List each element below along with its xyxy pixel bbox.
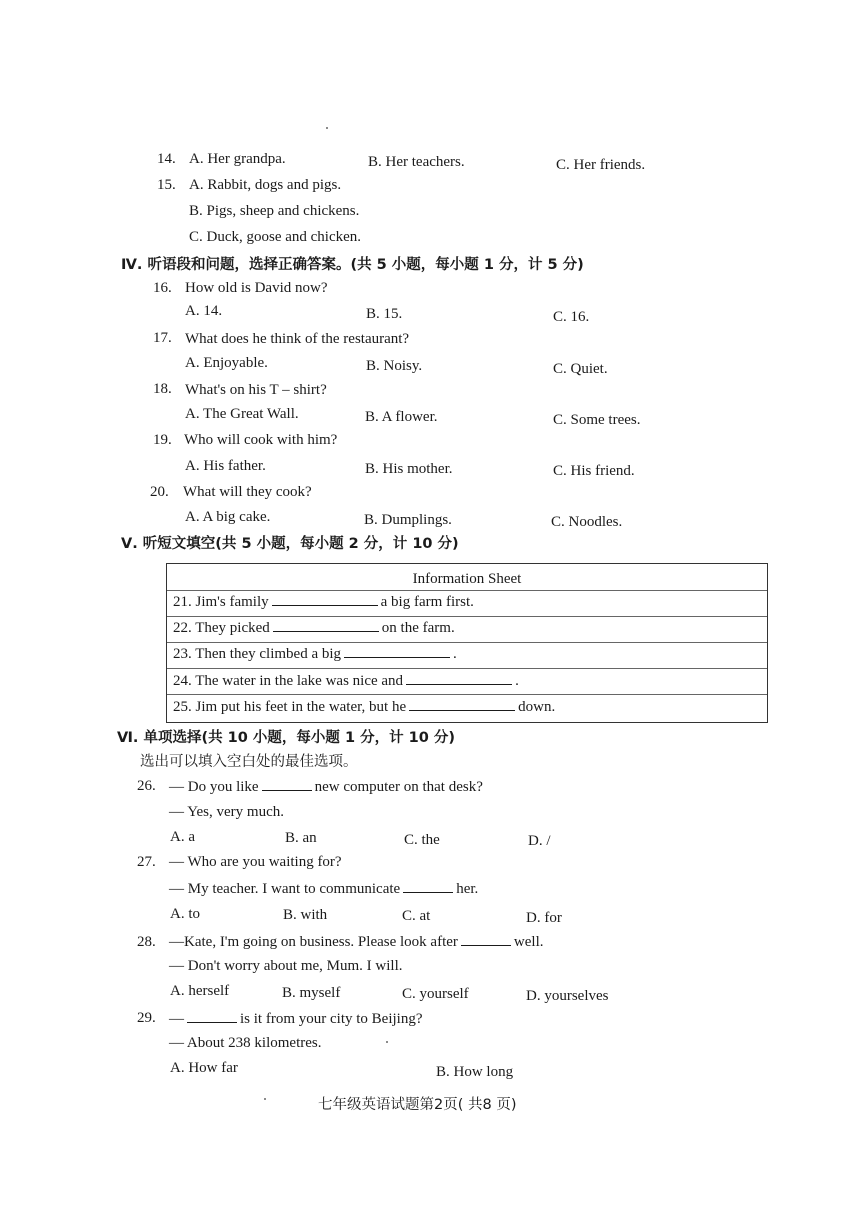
q15-number: 15. (157, 177, 176, 193)
q26-line-1 (169, 778, 483, 796)
divider (167, 616, 767, 617)
q17-option-b: B. Noisy. (366, 358, 423, 374)
q18-question: What's on his T – shirt? (185, 382, 327, 398)
q27-option-a: A. to (170, 906, 200, 922)
q28-line-1-start: —Kate, I'm going on business. Please look after (169, 934, 458, 950)
q27-option-b: B. with (283, 907, 328, 923)
q15-option-a: A. Rabbit, dogs and pigs. (189, 177, 342, 193)
q29-option-b: B. How long (436, 1064, 514, 1080)
q17-option-c: C. Quiet. (553, 361, 608, 377)
q16-question: How old is David now? (185, 280, 328, 296)
scan-speck (264, 1098, 266, 1100)
q28-option-d: D. yourselves (526, 988, 609, 1004)
info-line-23 (173, 645, 457, 663)
answer-blank-25[interactable] (409, 698, 515, 711)
q27-answer-blank[interactable] (403, 880, 453, 893)
q16-number: 16. (153, 280, 172, 296)
information-sheet-title: Information Sheet (412, 571, 522, 587)
q27-line-2-end: her. (456, 881, 479, 897)
q18-number: 18. (153, 381, 172, 397)
q29-line-1-end: is it from your city to Beijing? (240, 1011, 423, 1027)
answer-blank-24[interactable] (406, 672, 512, 685)
divider (167, 694, 767, 695)
answer-blank-21[interactable] (272, 593, 378, 606)
q14-number: 14. (157, 151, 176, 167)
info-line-21-end: a big farm first. (380, 594, 474, 610)
page-footer: 七年级英语试题第2页( 共8 页) (318, 1097, 517, 1113)
q27-option-d: D. for (526, 910, 562, 926)
q14-option-a: A. Her grandpa. (189, 151, 286, 167)
q29-number: 29. (137, 1010, 156, 1026)
q26-option-b: B. an (285, 830, 317, 846)
q28-option-b: B. myself (282, 985, 341, 1001)
q29-answer-blank[interactable] (187, 1010, 237, 1023)
q28-option-a: A. herself (170, 983, 230, 999)
info-line-23-start: 23. Then they climbed a big (173, 646, 342, 662)
info-line-22-end: on the farm. (381, 620, 455, 636)
q29-option-a: A. How far (170, 1060, 238, 1076)
info-line-22-start: 22. They picked (173, 620, 270, 636)
divider (167, 668, 767, 669)
q17-question: What does he think of the restaurant? (185, 331, 410, 347)
scan-speck (386, 1041, 388, 1043)
q20-option-b: B. Dumplings. (364, 512, 452, 528)
q19-option-a: A. His father. (185, 458, 266, 474)
q20-option-c: C. Noodles. (551, 514, 623, 530)
q14-option-b: B. Her teachers. (368, 154, 465, 170)
q19-question: Who will cook with him? (184, 432, 338, 448)
q28-answer-blank[interactable] (461, 933, 511, 946)
divider (167, 642, 767, 643)
q27-line-2 (169, 880, 478, 898)
info-line-22 (173, 619, 455, 637)
q29-line-2: — About 238 kilometres. (169, 1035, 322, 1051)
q26-option-c: C. the (404, 832, 440, 848)
q26-line-1-start: — Do you like (169, 779, 259, 795)
q20-option-a: A. A big cake. (185, 509, 271, 525)
q26-option-d: D. / (528, 833, 551, 849)
section-6-instruction: 选出可以填入空白处的最佳选项。 (140, 754, 358, 770)
q26-number: 26. (137, 778, 156, 794)
section-4-heading: Ⅳ. 听语段和问题，选择正确答案。(共 5 小题，每小题 1 分，计 5 分) (121, 257, 584, 273)
q14-option-c: C. Her friends. (556, 157, 646, 173)
q26-line-1-end: new computer on that desk? (314, 779, 483, 795)
q20-number: 20. (150, 484, 169, 500)
q28-number: 28. (137, 934, 156, 950)
section-5-heading: Ⅴ. 听短文填空(共 5 小题，每小题 2 分，计 10 分) (121, 536, 459, 552)
q20-question: What will they cook? (183, 484, 312, 500)
q26-option-a: A. a (170, 829, 195, 845)
info-line-21 (173, 593, 474, 611)
q28-line-1 (169, 933, 543, 951)
info-line-23-end: . (453, 646, 457, 662)
q16-option-b: B. 15. (366, 306, 403, 322)
q16-option-a: A. 14. (185, 303, 223, 319)
q18-option-a: A. The Great Wall. (185, 406, 299, 422)
divider (167, 590, 767, 591)
q27-line-2-start: — My teacher. I want to communicate (169, 881, 401, 897)
q19-number: 19. (153, 432, 172, 448)
q27-option-c: C. at (402, 908, 431, 924)
q28-line-1-end: well. (513, 934, 544, 950)
q17-option-a: A. Enjoyable. (185, 355, 268, 371)
q17-number: 17. (153, 330, 172, 346)
info-line-25 (173, 698, 555, 716)
q26-answer-blank[interactable] (262, 778, 312, 791)
section-6-heading: Ⅵ. 单项选择(共 10 小题，每小题 1 分，计 10 分) (117, 730, 455, 746)
info-line-24-start: 24. The water in the lake was nice and (173, 673, 404, 689)
q18-option-b: B. A flower. (365, 409, 438, 425)
q16-option-c: C. 16. (553, 309, 590, 325)
info-line-21-start: 21. Jim's family (173, 594, 269, 610)
answer-blank-22[interactable] (273, 619, 379, 632)
q19-option-b: B. His mother. (365, 461, 453, 477)
scan-speck (326, 127, 328, 129)
q28-line-2: — Don't worry about me, Mum. I will. (169, 958, 403, 974)
info-line-25-start: 25. Jim put his feet in the water, but he (173, 699, 407, 715)
info-line-24-end: . (515, 673, 519, 689)
q29-line-1 (169, 1010, 422, 1028)
q26-line-2: — Yes, very much. (169, 804, 284, 820)
info-line-24 (173, 672, 519, 690)
q15-option-c: C. Duck, goose and chicken. (189, 229, 362, 245)
q27-line-1: — Who are you waiting for? (169, 854, 342, 870)
q15-option-b: B. Pigs, sheep and chickens. (189, 203, 360, 219)
info-line-25-end: down. (518, 699, 556, 715)
q18-option-c: C. Some trees. (553, 412, 641, 428)
q19-option-c: C. His friend. (553, 463, 635, 479)
q28-option-c: C. yourself (402, 986, 469, 1002)
answer-blank-23[interactable] (344, 645, 450, 658)
q29-line-1-start: — (169, 1011, 184, 1027)
q27-number: 27. (137, 854, 156, 870)
